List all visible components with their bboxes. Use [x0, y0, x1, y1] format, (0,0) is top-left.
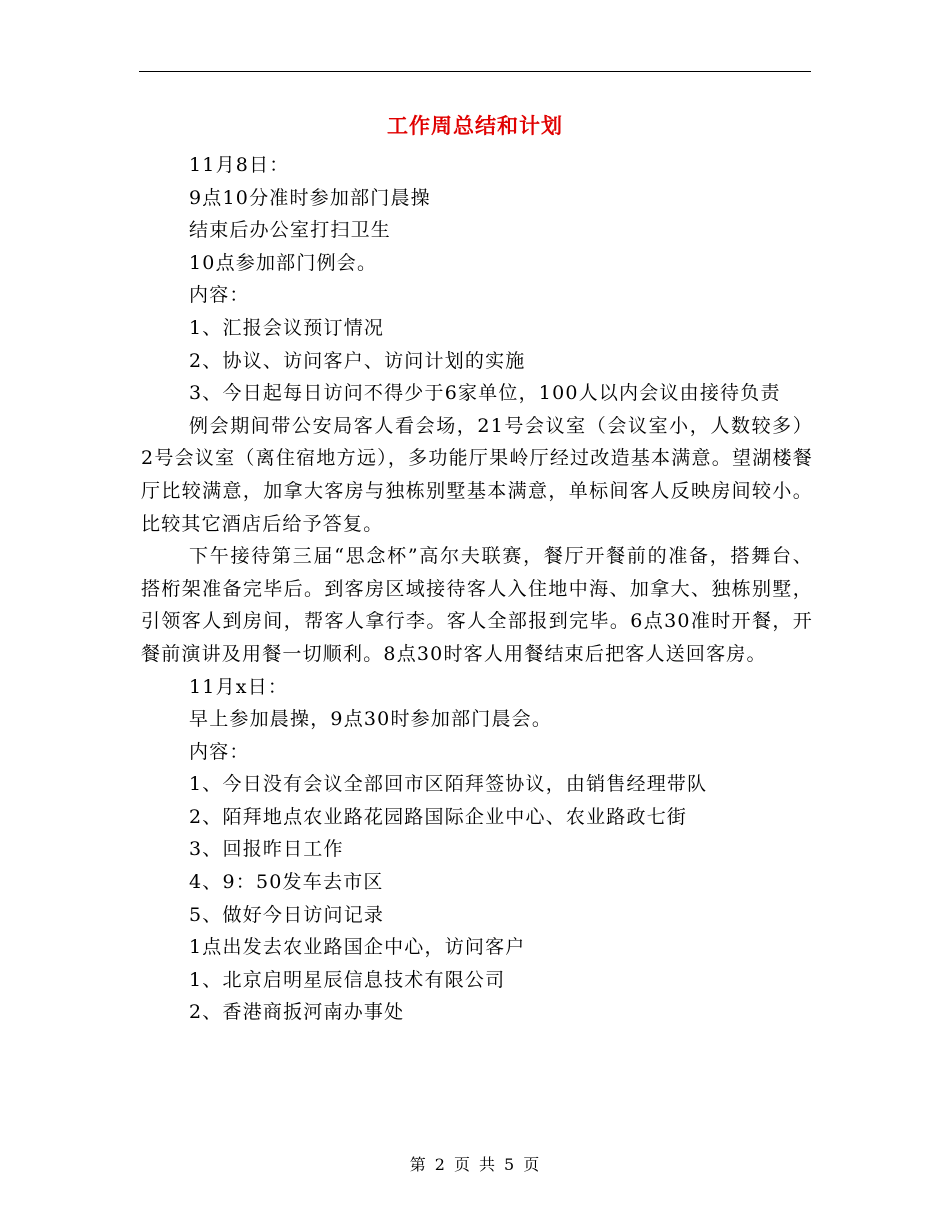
paragraph-date-2: 11月x日： — [189, 675, 289, 698]
footer-current-page: 2 — [434, 1155, 446, 1174]
paragraph-heading-content: 内容： — [189, 740, 250, 763]
paragraph: 下午接待第三届“思念杯”高尔夫联赛，餐厅开餐前的准备，搭舞台、搭桁架准备完毕后。到客房区域接待客人入住地中海、加拿大、独栋别墅，引领客人到房间，帮客人拿行李。客人全部报到完毕。6点30准时开餐，开餐前演讲及用餐一切顺利。8点30时客人用餐结束后把客人送回客房。 — [141, 545, 813, 665]
list-item: 3、今日起每日访问不得少于6家单位，100人以内会议由接待负责 — [189, 382, 781, 405]
footer-total-suffix: 页 — [523, 1155, 541, 1174]
list-item: 2、陌拜地点农业路花园路国际企业中心、农业路政七街 — [189, 805, 688, 828]
footer-page-word: 页 — [453, 1155, 471, 1174]
paragraph-heading-content: 内容： — [189, 284, 250, 307]
page-footer — [0, 1153, 950, 1177]
document-title: 工作周总结和计划 — [387, 114, 563, 138]
paragraph: 1点出发去农业路国企中心，访问客户 — [189, 936, 526, 959]
list-item: 3、回报昨日工作 — [189, 838, 344, 861]
paragraph: 9点10分准时参加部门晨操 — [189, 186, 431, 209]
paragraph-date-1: 11月8日： — [189, 154, 290, 176]
footer-total-pages: 5 — [504, 1155, 516, 1174]
list-item: 1、北京启明星辰信息技术有限公司 — [189, 968, 506, 991]
list-item: 5、做好今日访问记录 — [189, 903, 385, 926]
paragraph: 10点参加部门例会。 — [189, 251, 378, 274]
header-rule — [139, 71, 811, 72]
paragraph: 早上参加晨操，9点30时参加部门晨会。 — [189, 708, 553, 731]
paragraph: 例会期间带公安局客人看会场，21号会议室（会议室小，人数较多）2号会议室（离住宿地方远），多功能厅果岭厅经过改造基本满意。望湖楼餐厅比较满意，加拿大客房与独栋别墅基本满意，单标间客人反映房间较小。比较其它酒店后给予答复。 — [141, 414, 813, 535]
document-body — [141, 149, 813, 1029]
footer-total-prefix: 共 — [479, 1155, 497, 1174]
list-item: 1、汇报会议预订情况 — [189, 316, 385, 339]
list-item: 1、今日没有会议全部回市区陌拜签协议，由销售经理带队 — [189, 773, 708, 796]
list-item: 2、香港商扳河南办事处 — [189, 1001, 405, 1024]
footer-prefix: 第 — [409, 1155, 427, 1174]
list-item: 2、协议、访问客户、访问计划的实施 — [189, 349, 526, 372]
paragraph: 结束后办公室打扫卫生 — [189, 219, 392, 242]
list-item: 4、9：50发车去市区 — [189, 871, 384, 894]
